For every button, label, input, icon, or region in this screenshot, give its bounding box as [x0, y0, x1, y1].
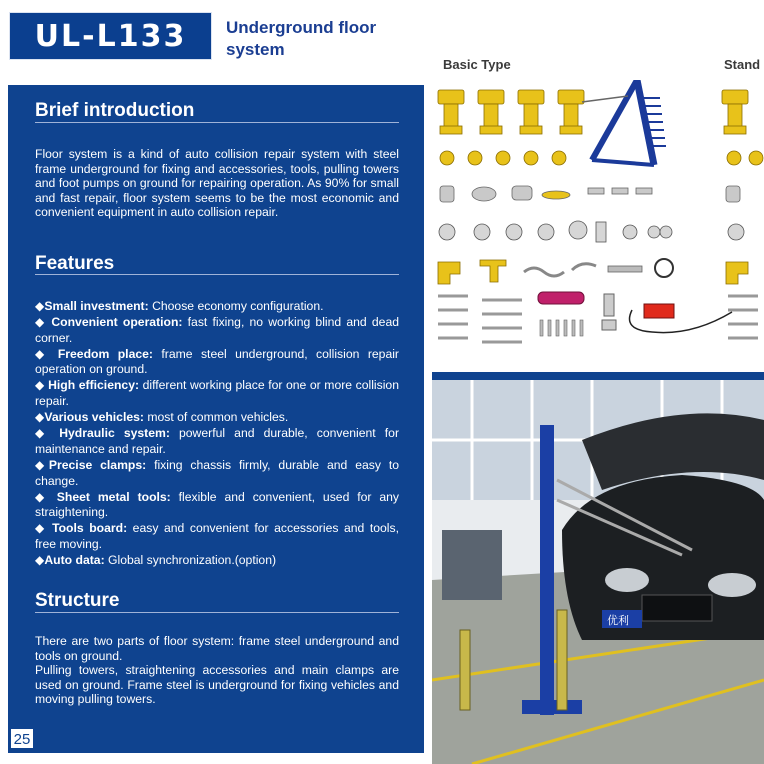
feature-label: Precise clamps:: [48, 457, 147, 472]
feature-item: ◆ Hydraulic system: powerful and durable, convenient for maintenance and repair.: [35, 426, 400, 456]
hooks-icon: [440, 186, 740, 202]
feature-text: flexible and convenient, used for any straightening.: [35, 489, 399, 520]
feature-text: easy and convenient for accessories and tools, free moving.: [35, 521, 399, 551]
feature-label: Hydraulic system:: [59, 426, 170, 441]
feature-text: different working place for one or more collision repair.: [35, 378, 399, 409]
feature-item: ◆ High efficiency: different working place for one or more collision repair.: [35, 378, 399, 409]
standard-type-label: Stand: [724, 57, 761, 72]
page-subtitle: [226, 17, 426, 61]
small-clamps-icon: [440, 151, 763, 165]
subtitle-line-1: Underground floor: [226, 18, 377, 37]
feature-item: ◆ Tools board: easy and convenient for accessories and tools, free moving.: [35, 521, 399, 551]
feature-text: frame steel underground, collision repair operation on ground.: [35, 346, 399, 377]
feature-label: Auto data:: [44, 553, 105, 567]
feature-label: Sheet metal tools:: [56, 489, 171, 504]
feature-item: ◆Precise clamps: fixing chassis firmly, durable and easy to change.: [35, 457, 399, 488]
feature-item: ◆ Convenient operation: fast fixing, no working blind and dead corner.: [35, 315, 399, 345]
workshop-photo: [432, 380, 764, 764]
intro-heading: Brief introduction: [35, 100, 195, 121]
accessories-illustration: [432, 80, 764, 372]
feature-item: ◆ Sheet metal tools: flexible and convenient, used for any straightening.: [35, 489, 399, 520]
feature-text: most of common vehicles.: [143, 410, 289, 425]
subtitle-line-2: system: [226, 40, 285, 59]
feature-item: ◆Auto data: Global synchronization.(option): [35, 553, 277, 567]
feature-label: Tools board:: [52, 521, 128, 536]
pulling-tower-icon: [582, 80, 666, 165]
structure-text-2: Pulling towers, straightening accessories and main clamps are used on ground. Frame steel is underground for fixing vehicles and moving pulling towers.: [35, 663, 399, 706]
feature-text: fixing chassis firmly, durable and easy to change.: [35, 457, 399, 488]
pull-clamps-icon: [439, 221, 744, 242]
main-clamps-icon: [438, 90, 748, 134]
feature-label: Freedom place:: [57, 346, 153, 361]
feature-label: Various vehicles:: [44, 410, 144, 425]
features-heading: Features: [35, 253, 115, 274]
car-icon: [562, 413, 764, 640]
feature-label: Small investment:: [44, 299, 149, 313]
page-number: 25: [10, 728, 34, 749]
feature-text: Global synchronization.(option): [104, 553, 277, 567]
sign-text: 优利: [607, 614, 629, 627]
info-panel: [8, 85, 424, 753]
chains-and-pump-icon: [438, 292, 758, 342]
feature-label: High efficiency:: [48, 378, 140, 393]
basic-type-label: Basic Type: [443, 57, 511, 72]
model-title: UL-L133: [9, 12, 212, 60]
intro-rule: [35, 122, 399, 123]
feature-text: powerful and durable, convenient for maintenance and repair.: [35, 426, 400, 456]
structure-heading: Structure: [35, 590, 120, 611]
features-list: [35, 299, 399, 569]
feature-item: ◆Various vehicles: most of common vehicles.: [35, 410, 289, 425]
structure-text-1: There are two parts of floor system: frame steel underground and tools on ground.: [35, 634, 399, 663]
feature-item: ◆ Freedom place: frame steel underground, collision repair operation on ground.: [35, 346, 399, 377]
structure-rule: [35, 612, 399, 613]
feature-item: ◆Small investment: Choose economy configuration.: [35, 299, 324, 313]
feature-label: Convenient operation:: [51, 315, 183, 330]
intro-text: Floor system is a kind of auto collision repair system with steel frame underground for fixing and accessories, tools, pulling towers and foot pumps on ground for repairing operation. As 90% for small and fast repair, floor system seems to be the most economic and convenient equipment in auto collision repair.: [35, 147, 399, 219]
section-divider: [432, 372, 764, 380]
feature-text: Choose economy configuration.: [148, 299, 324, 313]
features-rule: [35, 274, 399, 275]
feature-text: fast fixing, no working blind and dead corner.: [35, 315, 399, 345]
pulling-hooks-icon: [438, 259, 748, 284]
